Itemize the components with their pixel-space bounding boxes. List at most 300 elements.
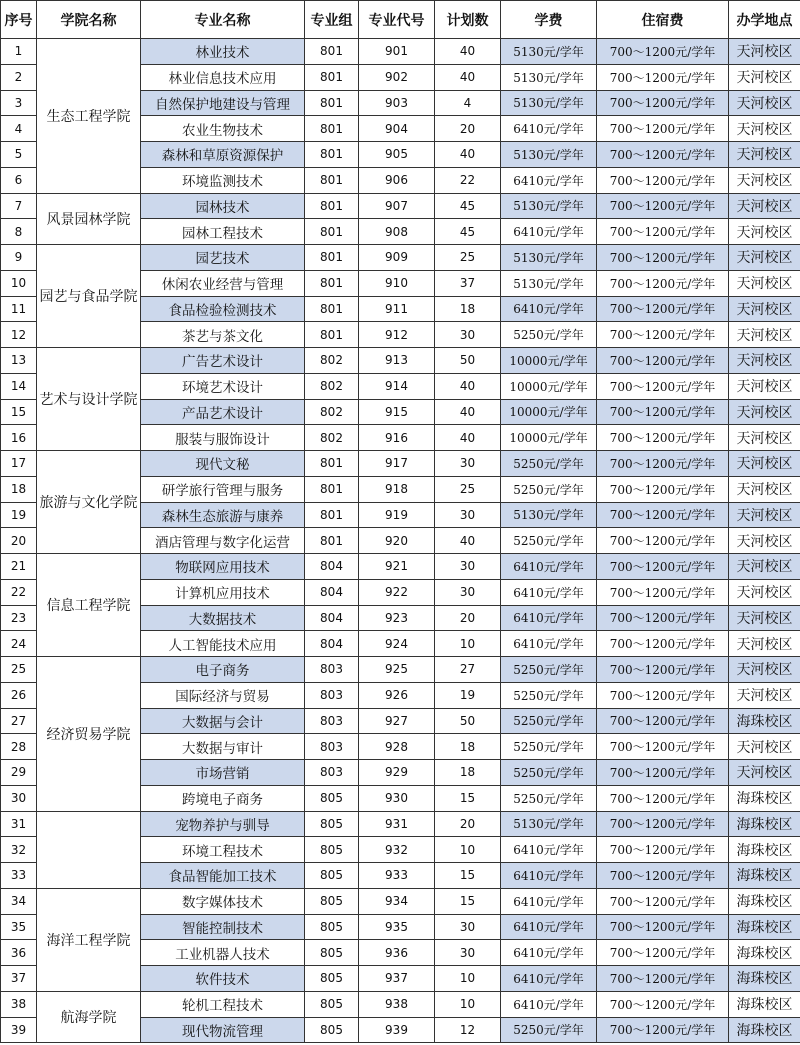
major-group: 801 <box>305 502 359 528</box>
major-name: 计算机应用技术 <box>141 579 305 605</box>
table-row <box>1 888 800 914</box>
major-group: 805 <box>305 837 359 863</box>
major-group: 805 <box>305 888 359 914</box>
dorm-fee: 700～1200元/学年 <box>597 682 729 708</box>
campus-location: 天河校区 <box>729 760 800 786</box>
dorm-fee: 700～1200元/学年 <box>597 219 729 245</box>
plan-count: 50 <box>435 348 501 374</box>
major-code: 916 <box>359 425 435 451</box>
major-code: 922 <box>359 579 435 605</box>
row-index: 27 <box>1 708 37 734</box>
tuition-fee: 5250元/学年 <box>501 682 597 708</box>
dorm-fee: 700～1200元/学年 <box>597 90 729 116</box>
plan-count: 19 <box>435 682 501 708</box>
plan-count: 30 <box>435 914 501 940</box>
tuition-fee: 5250元/学年 <box>501 528 597 554</box>
row-index: 2 <box>1 64 37 90</box>
dorm-fee: 700～1200元/学年 <box>597 554 729 580</box>
row-index: 22 <box>1 579 37 605</box>
major-name: 食品智能加工技术 <box>141 863 305 889</box>
major-code: 911 <box>359 296 435 322</box>
row-index: 19 <box>1 502 37 528</box>
plan-count: 30 <box>435 502 501 528</box>
major-group: 801 <box>305 39 359 65</box>
major-code: 918 <box>359 476 435 502</box>
row-index: 33 <box>1 863 37 889</box>
major-group: 801 <box>305 528 359 554</box>
dorm-fee: 700～1200元/学年 <box>597 837 729 863</box>
major-name: 大数据与审计 <box>141 734 305 760</box>
major-name: 农业生物技术 <box>141 116 305 142</box>
campus-location: 天河校区 <box>729 142 800 168</box>
major-code: 935 <box>359 914 435 940</box>
major-name: 自然保护地建设与管理 <box>141 90 305 116</box>
tuition-fee: 5250元/学年 <box>501 657 597 683</box>
major-group: 801 <box>305 451 359 477</box>
campus-location: 海珠校区 <box>729 940 800 966</box>
major-name: 休闲农业经营与管理 <box>141 270 305 296</box>
major-group: 801 <box>305 270 359 296</box>
major-name: 林业信息技术应用 <box>141 64 305 90</box>
header-code: 专业代号 <box>359 1 435 39</box>
major-name: 大数据技术 <box>141 605 305 631</box>
table-row <box>1 193 800 219</box>
plan-count: 18 <box>435 760 501 786</box>
major-group: 805 <box>305 1017 359 1043</box>
dorm-fee: 700～1200元/学年 <box>597 399 729 425</box>
major-name: 市场营销 <box>141 760 305 786</box>
tuition-fee: 6410元/学年 <box>501 605 597 631</box>
major-group: 805 <box>305 811 359 837</box>
header-group: 专业组 <box>305 1 359 39</box>
campus-location: 天河校区 <box>729 39 800 65</box>
major-group: 804 <box>305 605 359 631</box>
row-index: 5 <box>1 142 37 168</box>
campus-location: 天河校区 <box>729 90 800 116</box>
dorm-fee: 700～1200元/学年 <box>597 631 729 657</box>
row-index: 25 <box>1 657 37 683</box>
tuition-fee: 5250元/学年 <box>501 1017 597 1043</box>
major-code: 919 <box>359 502 435 528</box>
campus-location: 海珠校区 <box>729 991 800 1017</box>
row-index: 26 <box>1 682 37 708</box>
table-row <box>1 991 800 1017</box>
row-index: 38 <box>1 991 37 1017</box>
campus-location: 天河校区 <box>729 296 800 322</box>
tuition-fee: 5250元/学年 <box>501 760 597 786</box>
major-name: 工业机器人技术 <box>141 940 305 966</box>
major-code: 934 <box>359 888 435 914</box>
campus-location: 海珠校区 <box>729 888 800 914</box>
table-row <box>1 657 800 683</box>
campus-location: 天河校区 <box>729 116 800 142</box>
row-index: 8 <box>1 219 37 245</box>
dorm-fee: 700～1200元/学年 <box>597 296 729 322</box>
plan-count: 40 <box>435 399 501 425</box>
college-name: 艺术与设计学院 <box>37 348 141 451</box>
major-group: 804 <box>305 579 359 605</box>
plan-count: 45 <box>435 219 501 245</box>
major-code: 907 <box>359 193 435 219</box>
major-name: 服装与服饰设计 <box>141 425 305 451</box>
row-index: 34 <box>1 888 37 914</box>
plan-count: 18 <box>435 734 501 760</box>
dorm-fee: 700～1200元/学年 <box>597 425 729 451</box>
college-name: 旅游与文化学院 <box>37 451 141 554</box>
table-row <box>1 348 800 374</box>
row-index: 39 <box>1 1017 37 1043</box>
row-index: 14 <box>1 373 37 399</box>
plan-count: 25 <box>435 476 501 502</box>
row-index: 16 <box>1 425 37 451</box>
major-name: 环境艺术设计 <box>141 373 305 399</box>
header-tuition: 学费 <box>501 1 597 39</box>
plan-count: 12 <box>435 1017 501 1043</box>
table-row <box>1 811 800 837</box>
major-group: 801 <box>305 322 359 348</box>
tuition-fee: 5250元/学年 <box>501 322 597 348</box>
campus-location: 天河校区 <box>729 528 800 554</box>
dorm-fee: 700～1200元/学年 <box>597 708 729 734</box>
dorm-fee: 700～1200元/学年 <box>597 734 729 760</box>
tuition-fee: 6410元/学年 <box>501 116 597 142</box>
tuition-fee: 6410元/学年 <box>501 914 597 940</box>
tuition-fee: 10000元/学年 <box>501 399 597 425</box>
campus-location: 海珠校区 <box>729 1017 800 1043</box>
major-name: 现代物流管理 <box>141 1017 305 1043</box>
campus-location: 海珠校区 <box>729 785 800 811</box>
major-code: 931 <box>359 811 435 837</box>
major-group: 801 <box>305 296 359 322</box>
campus-location: 海珠校区 <box>729 863 800 889</box>
plan-count: 27 <box>435 657 501 683</box>
major-code: 927 <box>359 708 435 734</box>
major-code: 938 <box>359 991 435 1017</box>
dorm-fee: 700～1200元/学年 <box>597 322 729 348</box>
major-code: 903 <box>359 90 435 116</box>
major-group: 801 <box>305 90 359 116</box>
major-group: 805 <box>305 863 359 889</box>
major-code: 925 <box>359 657 435 683</box>
tuition-fee: 6410元/学年 <box>501 167 597 193</box>
plan-count: 30 <box>435 579 501 605</box>
row-index: 15 <box>1 399 37 425</box>
tuition-fee: 5250元/学年 <box>501 785 597 811</box>
row-index: 31 <box>1 811 37 837</box>
plan-count: 30 <box>435 940 501 966</box>
header-major: 专业名称 <box>141 1 305 39</box>
plan-count: 15 <box>435 863 501 889</box>
tuition-fee: 5130元/学年 <box>501 142 597 168</box>
campus-location: 天河校区 <box>729 245 800 271</box>
dorm-fee: 700～1200元/学年 <box>597 167 729 193</box>
dorm-fee: 700～1200元/学年 <box>597 991 729 1017</box>
row-index: 35 <box>1 914 37 940</box>
dorm-fee: 700～1200元/学年 <box>597 605 729 631</box>
major-code: 904 <box>359 116 435 142</box>
major-code: 926 <box>359 682 435 708</box>
campus-location: 天河校区 <box>729 373 800 399</box>
plan-count: 22 <box>435 167 501 193</box>
major-name: 物联网应用技术 <box>141 554 305 580</box>
major-name: 林业技术 <box>141 39 305 65</box>
major-group: 805 <box>305 940 359 966</box>
campus-location: 天河校区 <box>729 554 800 580</box>
major-code: 905 <box>359 142 435 168</box>
dorm-fee: 700～1200元/学年 <box>597 193 729 219</box>
tuition-fee: 10000元/学年 <box>501 348 597 374</box>
major-group: 804 <box>305 631 359 657</box>
plan-count: 20 <box>435 116 501 142</box>
major-group: 802 <box>305 425 359 451</box>
campus-location: 天河校区 <box>729 451 800 477</box>
plan-count: 10 <box>435 631 501 657</box>
major-code: 939 <box>359 1017 435 1043</box>
row-index: 20 <box>1 528 37 554</box>
campus-location: 海珠校区 <box>729 914 800 940</box>
campus-location: 天河校区 <box>729 322 800 348</box>
major-group: 805 <box>305 914 359 940</box>
dorm-fee: 700～1200元/学年 <box>597 863 729 889</box>
tuition-fee: 6410元/学年 <box>501 296 597 322</box>
header-college: 学院名称 <box>37 1 141 39</box>
major-name: 酒店管理与数字化运营 <box>141 528 305 554</box>
major-group: 803 <box>305 682 359 708</box>
dorm-fee: 700～1200元/学年 <box>597 451 729 477</box>
dorm-fee: 700～1200元/学年 <box>597 914 729 940</box>
plan-count: 4 <box>435 90 501 116</box>
tuition-fee: 10000元/学年 <box>501 425 597 451</box>
plan-count: 10 <box>435 991 501 1017</box>
dorm-fee: 700～1200元/学年 <box>597 888 729 914</box>
plan-count: 10 <box>435 837 501 863</box>
dorm-fee: 700～1200元/学年 <box>597 245 729 271</box>
major-group: 804 <box>305 554 359 580</box>
tuition-fee: 5130元/学年 <box>501 811 597 837</box>
table-row <box>1 39 800 65</box>
dorm-fee: 700～1200元/学年 <box>597 502 729 528</box>
dorm-fee: 700～1200元/学年 <box>597 116 729 142</box>
college-name: 海洋工程学院 <box>37 888 141 991</box>
major-code: 915 <box>359 399 435 425</box>
campus-location: 天河校区 <box>729 219 800 245</box>
row-index: 4 <box>1 116 37 142</box>
major-group: 803 <box>305 734 359 760</box>
major-group: 805 <box>305 991 359 1017</box>
header-plan: 计划数 <box>435 1 501 39</box>
row-index: 36 <box>1 940 37 966</box>
campus-location: 天河校区 <box>729 502 800 528</box>
plan-count: 20 <box>435 811 501 837</box>
major-name: 人工智能技术应用 <box>141 631 305 657</box>
major-name: 园林工程技术 <box>141 219 305 245</box>
major-group: 805 <box>305 966 359 992</box>
dorm-fee: 700～1200元/学年 <box>597 476 729 502</box>
row-index: 21 <box>1 554 37 580</box>
major-name: 园林技术 <box>141 193 305 219</box>
row-index: 28 <box>1 734 37 760</box>
campus-location: 天河校区 <box>729 476 800 502</box>
dorm-fee: 700～1200元/学年 <box>597 966 729 992</box>
major-code: 932 <box>359 837 435 863</box>
major-code: 901 <box>359 39 435 65</box>
major-code: 913 <box>359 348 435 374</box>
row-index: 23 <box>1 605 37 631</box>
row-index: 9 <box>1 245 37 271</box>
dorm-fee: 700～1200元/学年 <box>597 348 729 374</box>
campus-location: 天河校区 <box>729 682 800 708</box>
campus-location: 天河校区 <box>729 605 800 631</box>
campus-location: 天河校区 <box>729 399 800 425</box>
major-group: 802 <box>305 399 359 425</box>
plan-count: 40 <box>435 528 501 554</box>
row-index: 32 <box>1 837 37 863</box>
major-code: 909 <box>359 245 435 271</box>
major-name: 食品检验检测技术 <box>141 296 305 322</box>
major-code: 914 <box>359 373 435 399</box>
campus-location: 天河校区 <box>729 270 800 296</box>
tuition-fee: 5130元/学年 <box>501 245 597 271</box>
major-group: 801 <box>305 64 359 90</box>
dorm-fee: 700～1200元/学年 <box>597 64 729 90</box>
row-index: 24 <box>1 631 37 657</box>
tuition-fee: 6410元/学年 <box>501 888 597 914</box>
campus-location: 海珠校区 <box>729 708 800 734</box>
major-group: 802 <box>305 348 359 374</box>
row-index: 3 <box>1 90 37 116</box>
dorm-fee: 700～1200元/学年 <box>597 657 729 683</box>
college-name: 风景园林学院 <box>37 193 141 245</box>
plan-count: 40 <box>435 39 501 65</box>
major-group: 801 <box>305 476 359 502</box>
plan-count: 10 <box>435 966 501 992</box>
plan-count: 15 <box>435 785 501 811</box>
college-name: 航海学院 <box>37 991 141 1043</box>
major-name: 国际经济与贸易 <box>141 682 305 708</box>
table-row <box>1 554 800 580</box>
college-name <box>37 811 141 888</box>
campus-location: 天河校区 <box>729 64 800 90</box>
plan-count: 30 <box>435 322 501 348</box>
plan-count: 30 <box>435 451 501 477</box>
row-index: 13 <box>1 348 37 374</box>
row-index: 12 <box>1 322 37 348</box>
campus-location: 海珠校区 <box>729 966 800 992</box>
tuition-fee: 6410元/学年 <box>501 940 597 966</box>
major-code: 924 <box>359 631 435 657</box>
major-name: 森林生态旅游与康养 <box>141 502 305 528</box>
plan-count: 30 <box>435 554 501 580</box>
major-group: 803 <box>305 708 359 734</box>
major-name: 数字媒体技术 <box>141 888 305 914</box>
major-group: 801 <box>305 167 359 193</box>
plan-count: 50 <box>435 708 501 734</box>
major-group: 801 <box>305 219 359 245</box>
college-name: 生态工程学院 <box>37 39 141 194</box>
table-body <box>1 39 800 1043</box>
dorm-fee: 700～1200元/学年 <box>597 39 729 65</box>
dorm-fee: 700～1200元/学年 <box>597 811 729 837</box>
major-code: 923 <box>359 605 435 631</box>
dorm-fee: 700～1200元/学年 <box>597 1017 729 1043</box>
major-name: 产品艺术设计 <box>141 399 305 425</box>
major-code: 930 <box>359 785 435 811</box>
major-code: 902 <box>359 64 435 90</box>
major-group: 805 <box>305 785 359 811</box>
row-index: 10 <box>1 270 37 296</box>
campus-location: 海珠校区 <box>729 837 800 863</box>
dorm-fee: 700～1200元/学年 <box>597 760 729 786</box>
major-name: 茶艺与茶文化 <box>141 322 305 348</box>
row-index: 30 <box>1 785 37 811</box>
plan-count: 37 <box>435 270 501 296</box>
major-name: 现代文秘 <box>141 451 305 477</box>
header-dorm-fee: 住宿费 <box>597 1 729 39</box>
plan-count: 15 <box>435 888 501 914</box>
tuition-fee: 5250元/学年 <box>501 734 597 760</box>
tuition-fee: 6410元/学年 <box>501 631 597 657</box>
row-index: 6 <box>1 167 37 193</box>
dorm-fee: 700～1200元/学年 <box>597 940 729 966</box>
table-row <box>1 245 800 271</box>
campus-location: 天河校区 <box>729 348 800 374</box>
college-name: 园艺与食品学院 <box>37 245 141 348</box>
campus-location: 天河校区 <box>729 657 800 683</box>
major-code: 933 <box>359 863 435 889</box>
college-name: 信息工程学院 <box>37 554 141 657</box>
tuition-fee: 5130元/学年 <box>501 270 597 296</box>
major-code: 920 <box>359 528 435 554</box>
campus-location: 海珠校区 <box>729 811 800 837</box>
major-group: 803 <box>305 760 359 786</box>
major-name: 软件技术 <box>141 966 305 992</box>
row-index: 37 <box>1 966 37 992</box>
major-code: 921 <box>359 554 435 580</box>
dorm-fee: 700～1200元/学年 <box>597 270 729 296</box>
plan-count: 40 <box>435 64 501 90</box>
major-group: 801 <box>305 116 359 142</box>
major-code: 937 <box>359 966 435 992</box>
plan-count: 18 <box>435 296 501 322</box>
campus-location: 天河校区 <box>729 193 800 219</box>
tuition-fee: 5130元/学年 <box>501 64 597 90</box>
dorm-fee: 700～1200元/学年 <box>597 528 729 554</box>
tuition-fee: 5250元/学年 <box>501 476 597 502</box>
major-name: 宠物养护与驯导 <box>141 811 305 837</box>
tuition-fee: 5250元/学年 <box>501 451 597 477</box>
row-index: 1 <box>1 39 37 65</box>
row-index: 11 <box>1 296 37 322</box>
plan-count: 40 <box>435 425 501 451</box>
header-campus: 办学地点 <box>729 1 800 39</box>
major-name: 园艺技术 <box>141 245 305 271</box>
major-name: 电子商务 <box>141 657 305 683</box>
row-index: 7 <box>1 193 37 219</box>
major-code: 936 <box>359 940 435 966</box>
plan-count: 25 <box>435 245 501 271</box>
plan-count: 40 <box>435 373 501 399</box>
tuition-fee: 6410元/学年 <box>501 863 597 889</box>
tuition-fee: 6410元/学年 <box>501 837 597 863</box>
tuition-fee: 6410元/学年 <box>501 219 597 245</box>
major-name: 跨境电子商务 <box>141 785 305 811</box>
major-code: 906 <box>359 167 435 193</box>
plan-count: 45 <box>435 193 501 219</box>
dorm-fee: 700～1200元/学年 <box>597 579 729 605</box>
major-name: 环境工程技术 <box>141 837 305 863</box>
major-group: 803 <box>305 657 359 683</box>
table-row <box>1 451 800 477</box>
